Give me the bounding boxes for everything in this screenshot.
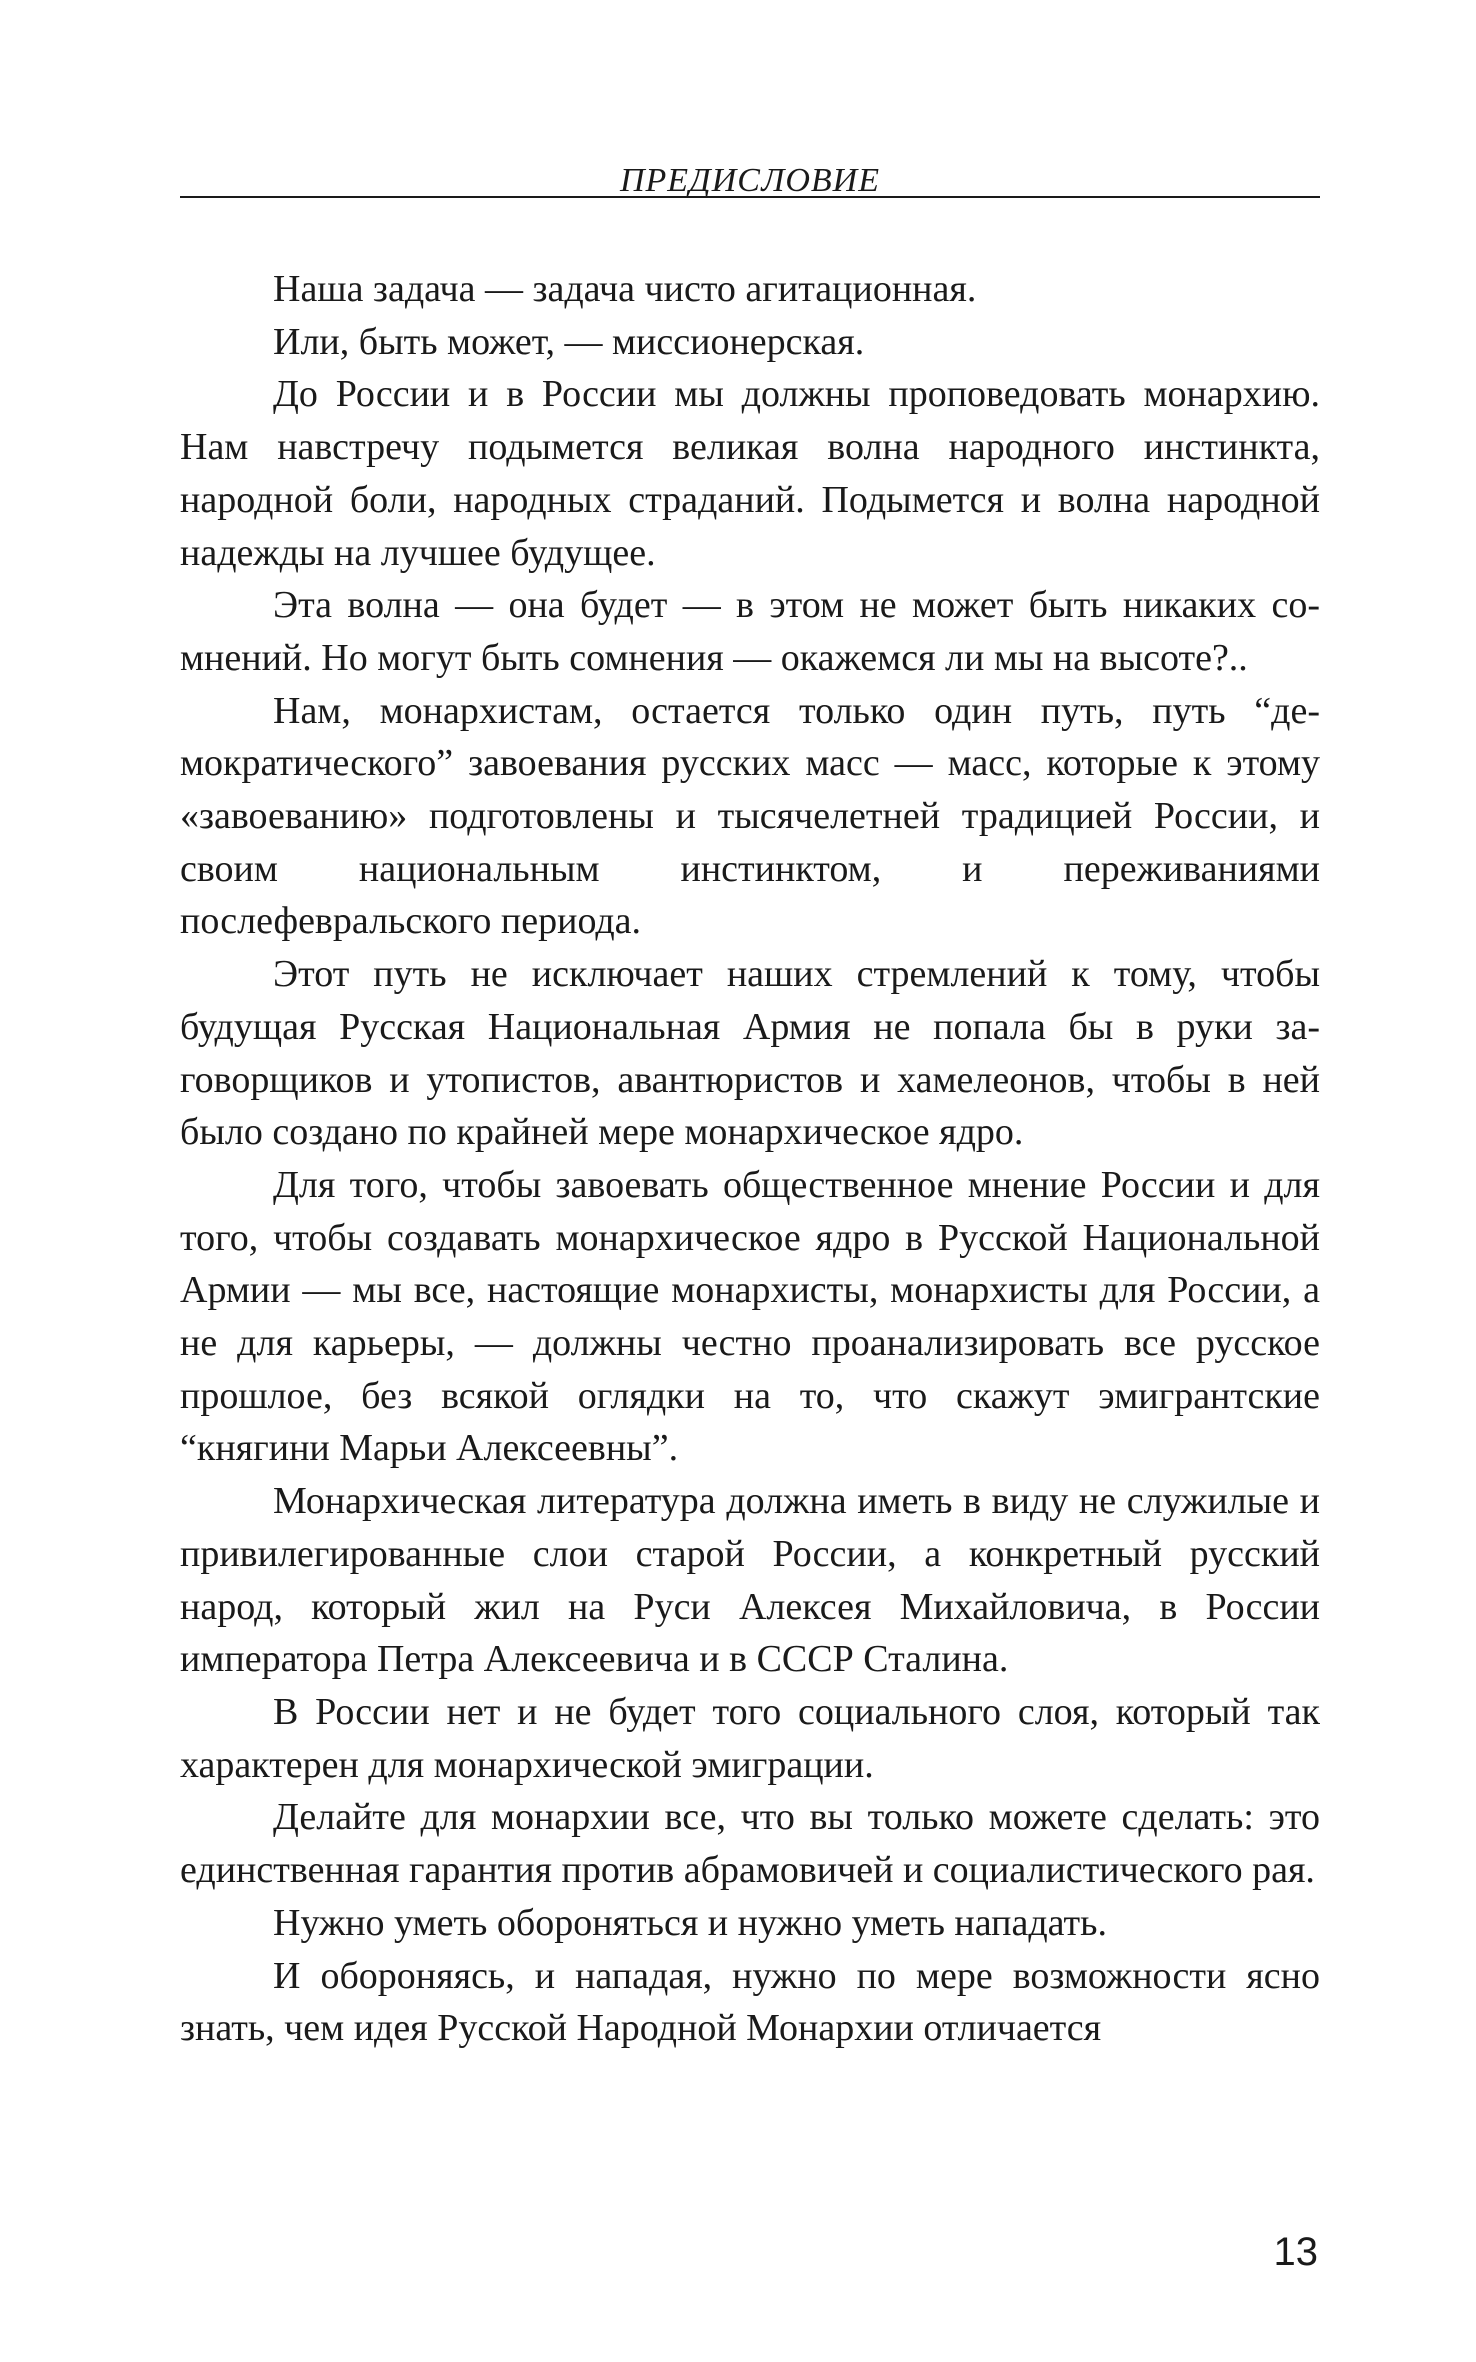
paragraph: Наша задача — задача чисто агитационная. bbox=[273, 268, 977, 310]
paragraph: Этот путь не исключает наших стремлений к тому, чтобы будущая Русская Национальная Армия не попала бы в руки заговорщиков и утопистов, авантюристов и хамелеонов, чтобы в ней было создано по крайней мере монархическое ядро. bbox=[180, 953, 1320, 1154]
paragraph: И обороняясь, и нападая, нужно по мере возможности ясно знать, чем идея Русской Народной Монархии отличается bbox=[180, 1954, 1320, 2050]
paragraph: Для того, чтобы завоевать общественное мнение России и для того, чтобы создавать монархическое ядро в Русской Национальной Армии — мы все, настоящие монархисты, монархисты для России, а не для карьеры, — должны честно проанализировать все русское прошлое, без всякой оглядки на то, что скажут эмигрантские “княгини Марьи Алексеевны”. bbox=[180, 1163, 1320, 1470]
body-text bbox=[180, 263, 1320, 2055]
paragraph: Нужно уметь обороняться и нужно уметь нападать. bbox=[273, 1901, 1107, 1944]
paragraph: В России нет и не будет того социального слоя, который так характерен для монархической эмиграции. bbox=[180, 1690, 1320, 1786]
running-title: ПРЕДИСЛОВИЕ bbox=[619, 162, 881, 199]
paragraph: До России и в России мы должны проповедовать монархию. Нам навстречу подымется великая волна народного инстинкта, народной боли, народных страданий. Подымется и волна народной надежды на лучшее будущее. bbox=[180, 373, 1320, 574]
paragraph: Делайте для монархии все, что вы только можете сделать: это единственная гарантия против абрамовичей и социалистического рая. bbox=[180, 1796, 1320, 1892]
paragraph: Или, быть может, — миссионерская. bbox=[273, 320, 865, 363]
paragraph: Нам, монархистам, остается только один путь, путь “демократического” завоевания русских масс — масс, которые к этому «завоеванию» подготовлены и тысячелетней традицией России, и своим национальным инстинктом, и переживаниями послефевральского периода. bbox=[180, 689, 1320, 943]
paragraph: Эта волна — она будет — в этом не может быть никаких сомнений. Но могут быть сомнения — окажемся ли мы на высоте?.. bbox=[180, 584, 1320, 679]
page-number: 13 bbox=[1273, 2230, 1318, 2274]
paragraph: Монархическая литература должна иметь в виду не служилые и привилегированные слои старой России, а конкретный русский народ, который жил на Руси Алексея Михайловича, в России императора Петра Алексеевича и в СССР Сталина. bbox=[180, 1480, 1320, 1681]
header-rule bbox=[180, 196, 1320, 198]
